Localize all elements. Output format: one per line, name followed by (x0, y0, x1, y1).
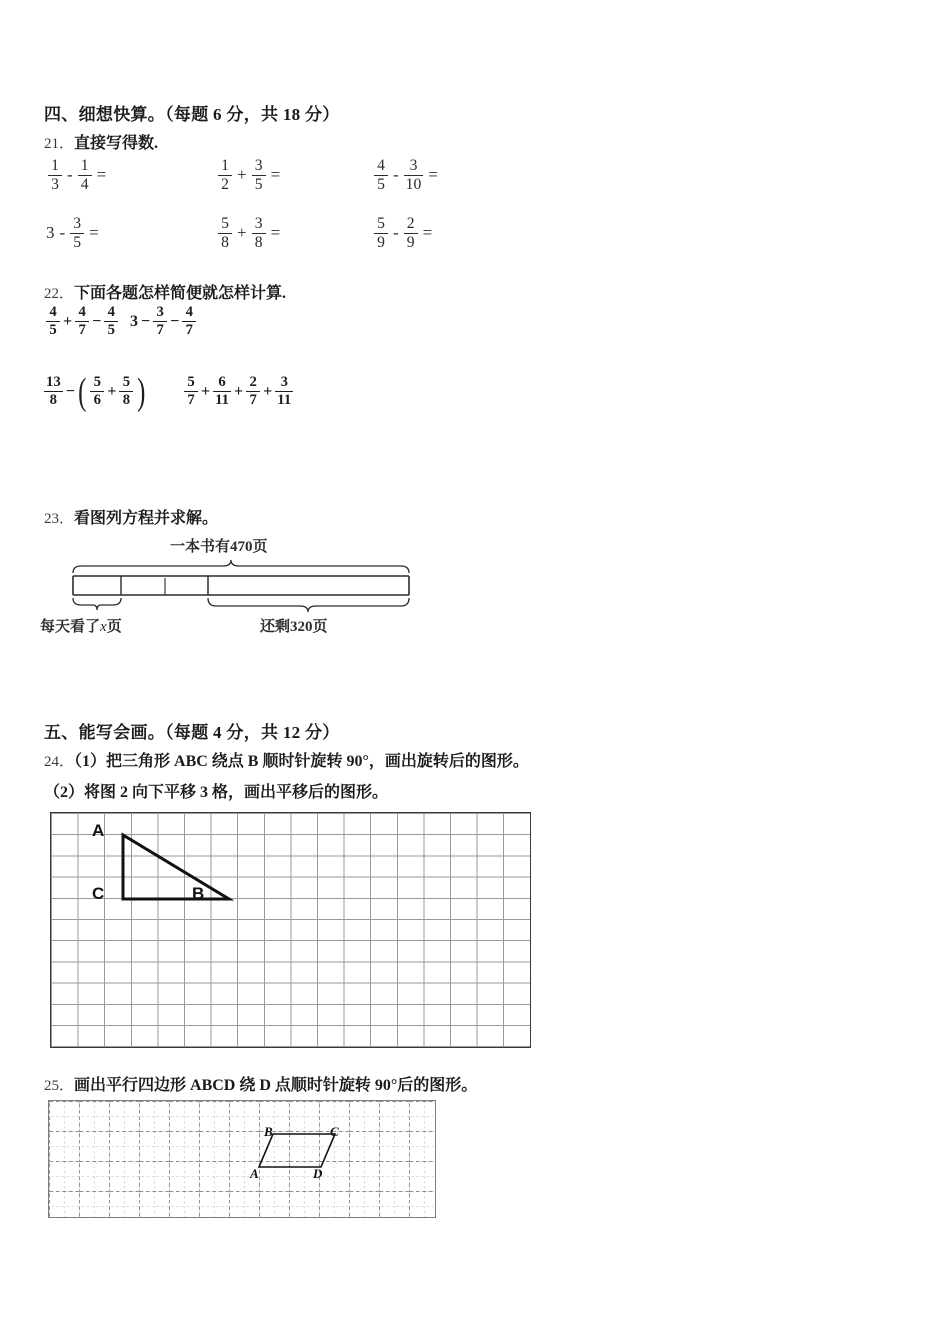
numerator: 3 (280, 374, 288, 390)
fraction (75, 305, 89, 338)
fraction (374, 158, 388, 193)
q21-expr-3 (372, 158, 441, 193)
numerator: 4 (78, 304, 86, 320)
fraction (252, 216, 266, 251)
question-23-number: 23． (44, 511, 75, 527)
question-24-number: 24． (44, 754, 75, 770)
q22-expr-c (42, 372, 148, 414)
denominator: 5 (49, 322, 57, 339)
question-21-prompt: 直接写得数. (74, 135, 159, 152)
denominator: 8 (254, 233, 263, 251)
fraction (90, 375, 104, 408)
q21-expr-2 (216, 158, 283, 193)
denominator: 11 (215, 392, 230, 409)
vertex-label-A2: A (250, 1166, 259, 1181)
denominator: 4 (80, 175, 89, 193)
fraction (184, 375, 198, 408)
q23-bar-diagram (40, 535, 430, 635)
operator: + (201, 382, 211, 400)
diagram-remaining-label: 还剩320页 (260, 619, 328, 635)
numerator: 3 (409, 157, 418, 174)
fraction (213, 375, 231, 408)
operator: - (59, 223, 66, 243)
q22-expr-a (44, 305, 120, 338)
equals-sign: = (96, 165, 107, 185)
numerator: 2 (406, 215, 415, 232)
numerator: 13 (46, 374, 61, 390)
numerator: 3 (73, 215, 82, 232)
denominator: 11 (277, 392, 292, 409)
fraction (404, 158, 424, 193)
daily-label-suffix: 页 (106, 619, 122, 635)
numerator: 1 (51, 157, 59, 174)
question-21-line (44, 130, 158, 153)
q21-expr-4 (44, 216, 102, 251)
question-22-number: 22． (44, 286, 75, 302)
vertex-label-A: A (92, 821, 105, 840)
denominator: 3 (51, 175, 59, 193)
denominator: 2 (221, 175, 229, 193)
question-24-line-2 (44, 779, 388, 802)
q21-expr-5 (216, 216, 283, 251)
operator: − (170, 312, 180, 330)
fraction (246, 375, 260, 408)
operator: + (63, 312, 73, 330)
denominator: 8 (221, 233, 229, 251)
numerator: 2 (249, 374, 257, 390)
left-parenthesis: ( (77, 372, 87, 414)
major-gridlines (49, 1101, 435, 1217)
question-21-number: 21． (44, 136, 75, 152)
question-23-prompt: 看图列方程并求解。 (74, 510, 219, 527)
equals-sign: = (428, 165, 438, 185)
denominator: 7 (185, 322, 193, 339)
denominator: 7 (249, 392, 257, 409)
whole-number: 3 (130, 312, 138, 330)
denominator: 7 (156, 322, 164, 339)
operator: + (234, 382, 244, 400)
equals-sign: = (270, 165, 281, 185)
denominator: 8 (49, 392, 58, 409)
numerator: 1 (80, 157, 89, 174)
vertex-label-B: B (192, 884, 205, 903)
q22-expr-b (128, 305, 198, 338)
numerator: 5 (122, 374, 131, 390)
triangle-abc-shape (123, 835, 229, 899)
fraction (153, 305, 167, 338)
section-heading-4: 四、细想快算。（每题 6 分，共 18 分） (44, 105, 340, 124)
q21-expr-6 (372, 216, 435, 251)
fraction (374, 216, 388, 251)
daily-label-prefix: 每天看了 (40, 619, 101, 635)
numerator: 1 (221, 157, 229, 174)
q25-grid[interactable] (48, 1100, 436, 1218)
vertex-label-C2: C (330, 1124, 339, 1139)
right-parenthesis: ) (137, 372, 146, 414)
q22-expr-d (182, 375, 295, 408)
numerator: 5 (377, 215, 385, 232)
numerator: 5 (221, 215, 229, 232)
denominator: 6 (93, 392, 102, 409)
dotted-grid-svg (49, 1101, 435, 1217)
question-24-prompt-2: （2）将图 2 向下平移 3 格，画出平移后的图形。 (44, 784, 389, 801)
denominator: 7 (78, 322, 86, 339)
numerator: 3 (254, 157, 263, 174)
remaining-brace (208, 598, 409, 612)
question-25-line (44, 1072, 477, 1095)
operator: − (141, 312, 151, 330)
equals-sign: = (422, 223, 433, 243)
question-25-prompt: 画出平行四边形 ABCD 绕 D 点顺时针旋转 90°后的图形。 (74, 1077, 478, 1094)
fraction (275, 375, 293, 408)
operator: - (393, 165, 399, 185)
fraction (104, 305, 118, 338)
numerator: 4 (107, 304, 115, 320)
fraction (252, 158, 266, 193)
fraction (404, 216, 418, 251)
numerator: 4 (185, 304, 193, 320)
section-heading-5: 五、能写会画。（每题 4 分，共 12 分） (44, 723, 340, 742)
bar-diagram-svg (60, 557, 430, 619)
fraction (182, 305, 196, 338)
diagram-daily-label (40, 615, 122, 636)
numerator: 5 (187, 374, 195, 390)
fraction (70, 216, 84, 251)
fraction (218, 216, 232, 251)
fraction (218, 158, 232, 193)
daily-label-variable: x (100, 619, 107, 635)
question-22-line (44, 280, 286, 303)
denominator: 5 (254, 175, 263, 193)
operator: − (65, 382, 75, 400)
whole-number: 3 (46, 223, 55, 243)
denominator: 10 (405, 175, 422, 193)
denominator: 9 (406, 233, 415, 251)
question-24-prompt-1: （1）把三角形 ABC 绕点 B 顺时针旋转 90°，画出旋转后的图形。 (74, 753, 529, 770)
fraction (44, 375, 63, 408)
operator: + (263, 382, 273, 400)
question-25-number: 25． (44, 1078, 75, 1094)
operator: − (92, 312, 102, 330)
equals-sign: = (89, 223, 99, 243)
operator: + (237, 165, 247, 185)
daily-brace (73, 598, 121, 610)
question-23-line (44, 505, 218, 528)
numerator: 4 (377, 157, 385, 174)
fraction (48, 158, 62, 193)
operator: + (237, 223, 247, 243)
fraction (46, 305, 60, 338)
equals-sign: = (270, 223, 281, 243)
vertex-label-B2: B (264, 1124, 273, 1139)
operator: + (107, 382, 117, 400)
denominator: 8 (122, 392, 131, 409)
fraction (119, 375, 133, 408)
numerator: 5 (93, 374, 102, 390)
question-22-prompt: 下面各题怎样简便就怎样计算. (74, 285, 287, 302)
operator: - (393, 223, 399, 243)
q24-grid[interactable] (50, 812, 531, 1048)
denominator: 5 (73, 233, 82, 251)
vertex-label-C: C (92, 884, 105, 903)
numerator: 3 (254, 215, 263, 232)
numerator: 3 (156, 304, 164, 320)
denominator: 7 (187, 392, 195, 409)
triangle-abc-svg (51, 813, 530, 1047)
denominator: 5 (107, 322, 115, 339)
question-24-line-1 (44, 748, 529, 771)
fraction (78, 158, 92, 193)
denominator: 9 (377, 233, 385, 251)
q21-expr-1 (46, 158, 109, 193)
diagram-top-label: 一本书有470页 (170, 539, 268, 555)
numerator: 6 (218, 374, 226, 390)
vertex-label-D2: D (313, 1166, 323, 1181)
denominator: 5 (377, 175, 385, 193)
total-brace (73, 560, 409, 573)
numerator: 4 (49, 304, 57, 320)
operator: - (67, 165, 73, 185)
